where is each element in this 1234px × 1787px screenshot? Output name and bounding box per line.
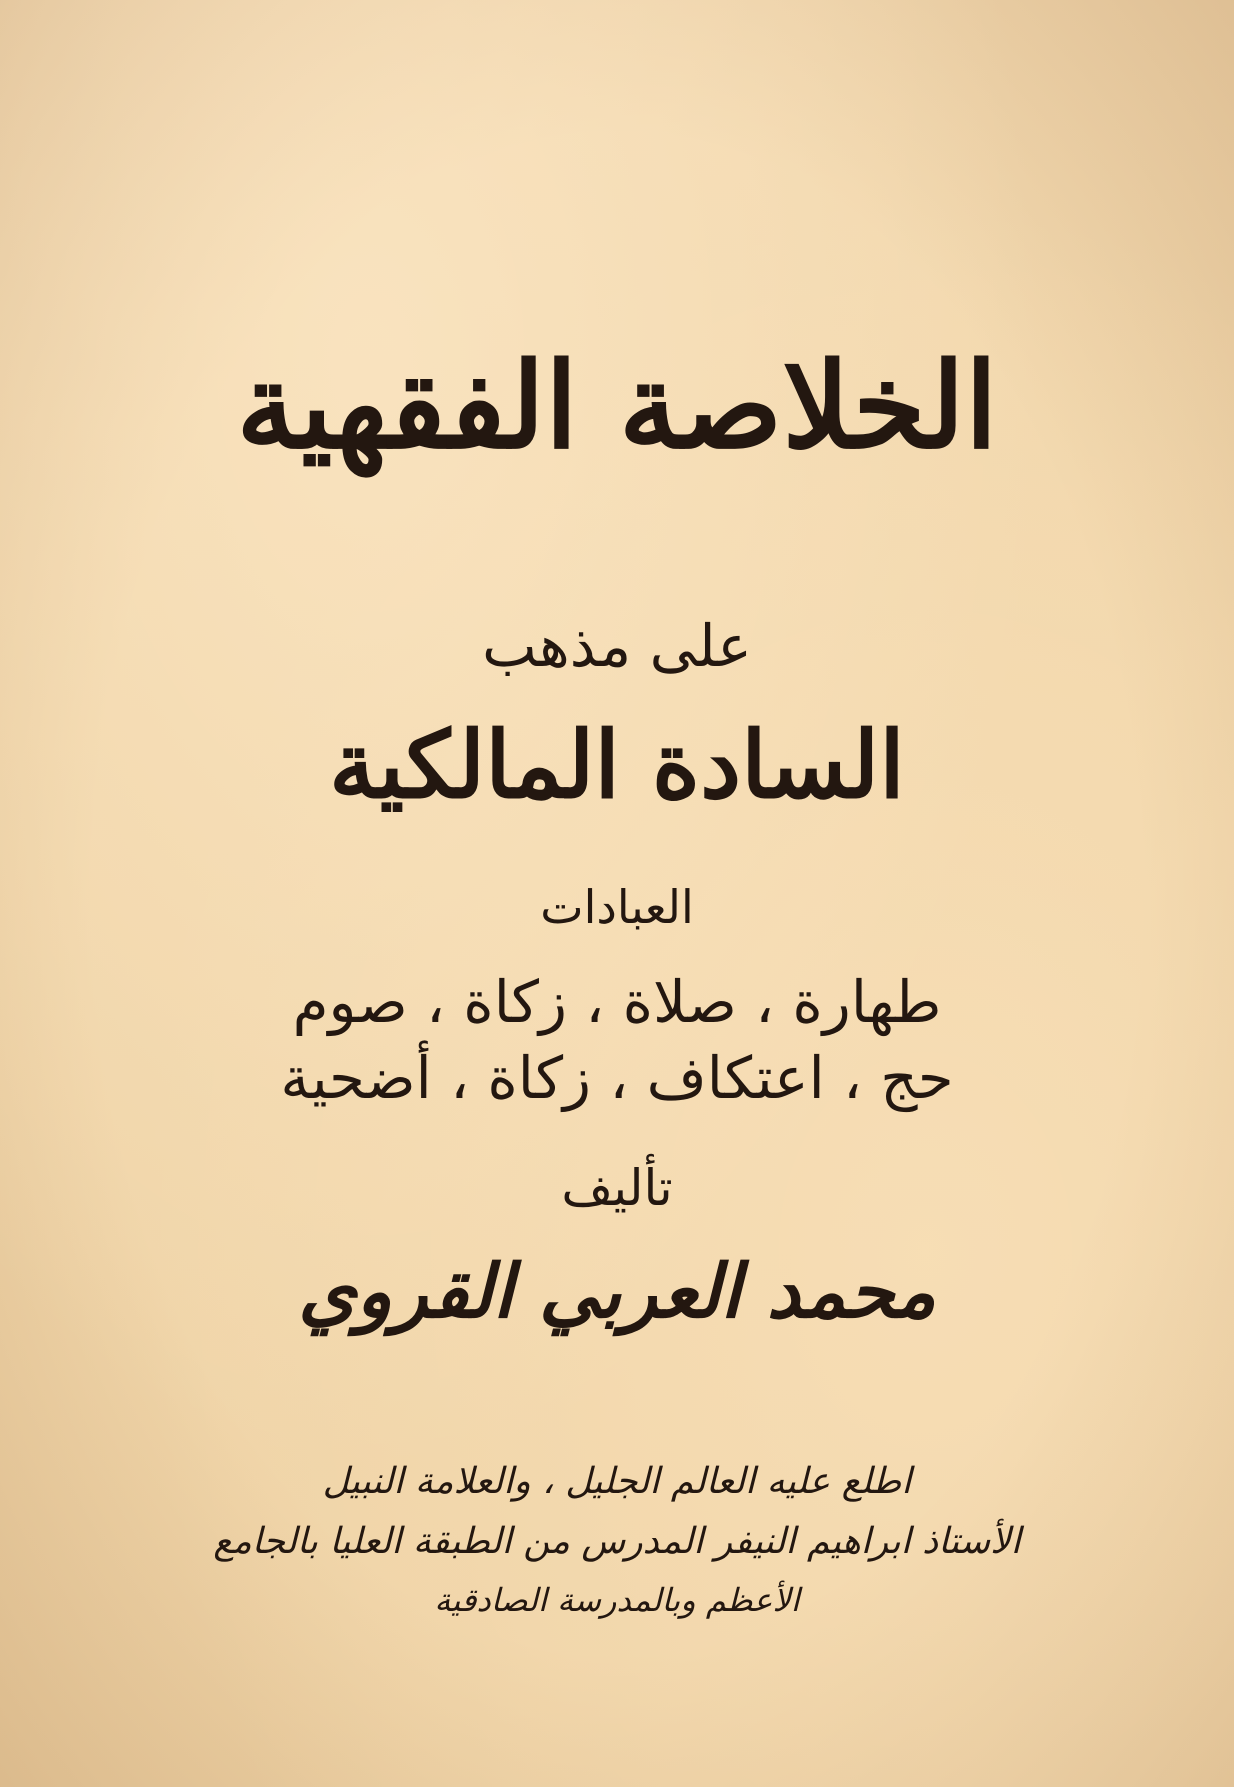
approval-line-2: الأستاذ ابراهيم النيفر المدرس من الطبقة العليا بالجامع <box>213 1521 1021 1562</box>
topics-line-1: طهارة ، صلاة ، زكاة ، صوم <box>292 968 942 1036</box>
madhhab-line: على مذهب <box>482 612 752 680</box>
school-name: السادة المالكية <box>329 711 905 819</box>
section-heading: العبادات <box>540 880 694 934</box>
author-name: محمد العربي القروي <box>298 1249 936 1335</box>
topics-line-2: حج ، اعتكاف ، زكاة ، أضحية <box>280 1044 954 1112</box>
book-title: الخلاصة الفقهية <box>236 336 998 475</box>
approval-line-1: اطلع عليه العالم الجليل ، والعلامة النبيل <box>322 1461 912 1502</box>
approval-line-3: الأعظم وبالمدرسة الصادقية <box>434 1581 800 1619</box>
authorship-label: تأليف <box>561 1159 673 1217</box>
